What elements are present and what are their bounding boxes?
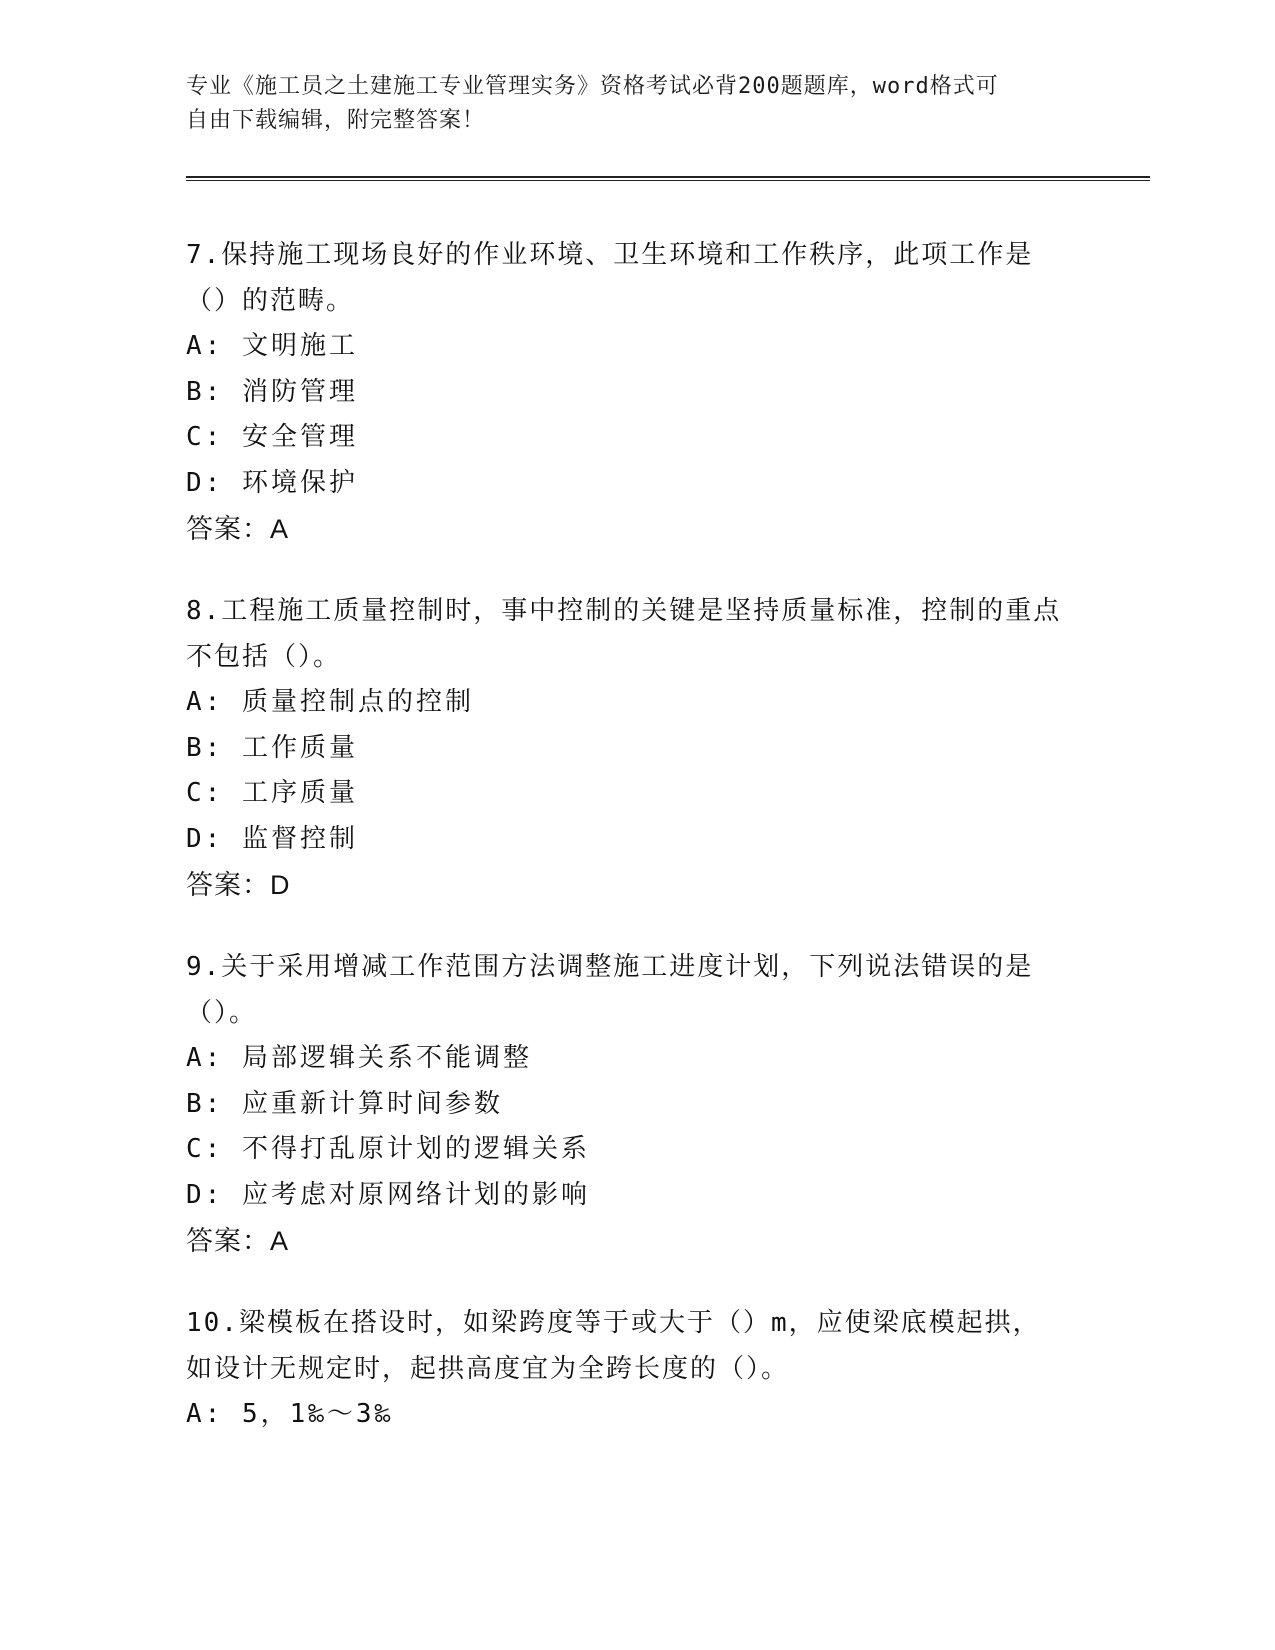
question-stem: 7.保持施工现场良好的作业环境、卫生环境和工作秩序，此项工作是（）的范畴。 bbox=[186, 240, 1034, 316]
option-a: A: 文明施工 bbox=[186, 331, 358, 361]
answer-label: 答案：A bbox=[186, 1226, 290, 1256]
option-a: A: 局部逻辑关系不能调整 bbox=[186, 1043, 532, 1073]
header-line-1: 专业《施工员之土建施工专业管理实务》资格考试必背200题题库，word格式可 bbox=[186, 74, 999, 99]
option-d: D: 环境保护 bbox=[186, 467, 358, 498]
question-7 bbox=[186, 232, 1066, 552]
option-b: B: 应重新计算时间参数 bbox=[186, 1088, 503, 1119]
question-stem: 10.梁模板在搭设时，如梁跨度等于或大于（）m，应使梁底模起拱，如设计无规定时，起拱高度宜为全跨长度的（）。 bbox=[186, 1308, 1041, 1384]
option-c: C: 不得打乱原计划的逻辑关系 bbox=[186, 1134, 590, 1164]
option-b: B: 消防管理 bbox=[186, 376, 358, 407]
document-header bbox=[186, 70, 1066, 138]
question-10 bbox=[186, 1300, 1066, 1438]
question-8 bbox=[186, 588, 1066, 908]
option-c: C: 安全管理 bbox=[186, 422, 358, 452]
option-d: D: 应考虑对原网络计划的影响 bbox=[186, 1179, 590, 1210]
question-list bbox=[186, 232, 1066, 1474]
option-a: A: 5，1‰～3‰ bbox=[186, 1399, 394, 1429]
option-d: D: 监督控制 bbox=[186, 823, 358, 854]
question-stem: 9.关于采用增减工作范围方法调整施工进度计划，下列说法错误的是（）。 bbox=[186, 952, 1034, 1028]
answer-label: 答案：D bbox=[186, 870, 291, 900]
option-a: A: 质量控制点的控制 bbox=[186, 687, 474, 717]
header-divider bbox=[186, 176, 1150, 181]
question-stem: 8.工程施工质量控制时，事中控制的关键是坚持质量标准，控制的重点不包括（）。 bbox=[186, 596, 1062, 672]
answer-label: 答案：A bbox=[186, 514, 290, 544]
question-9 bbox=[186, 944, 1066, 1264]
option-c: C: 工序质量 bbox=[186, 778, 358, 808]
header-line-2: 自由下载编辑，附完整答案！ bbox=[186, 108, 486, 133]
option-b: B: 工作质量 bbox=[186, 732, 358, 763]
